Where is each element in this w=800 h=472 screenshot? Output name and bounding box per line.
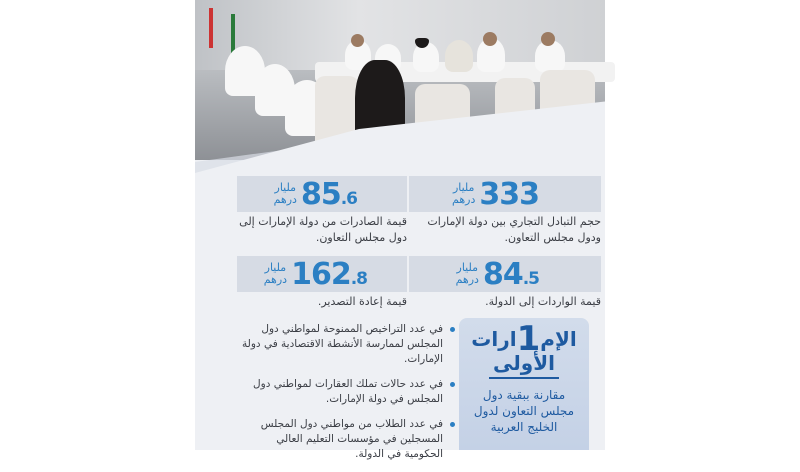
- comparison-text: مقارنة ببقية دول مجلس التعاون لدول الخليج العربية: [473, 388, 575, 434]
- flag-icon: [209, 8, 213, 48]
- ranking-title: الإم1ارات: [471, 319, 577, 359]
- stat-value: 333: [479, 176, 539, 212]
- list-item: في عدد الطلاب من مواطني دول المجلس المسجلين في مؤسسات التعليم العالي الحكومية في الدولة.: [235, 417, 455, 462]
- stat-value: 84.5: [482, 256, 539, 292]
- ranking-subtitle: الأولى: [493, 351, 555, 375]
- flag-icon: [231, 14, 235, 54]
- bullet-icon: [450, 422, 455, 427]
- stat-desc-reexports: قيمة إعادة التصدير.: [317, 295, 407, 308]
- stat-desc-imports: قيمة الواردات إلى الدولة.: [485, 295, 601, 308]
- infographic: [195, 0, 605, 460]
- stat-value: 162.8: [291, 256, 367, 292]
- stat-desc-exports: قيمة الصادرات من دولة الإمارات إلى دول مجلس التعاون.: [239, 215, 407, 244]
- ranking-panel: [459, 318, 589, 450]
- stat-box-imports: [409, 256, 601, 292]
- stat-unit: مليار درهم: [452, 181, 476, 206]
- stat-value: 85.6: [300, 176, 357, 212]
- ranking-criteria-list: [235, 322, 455, 472]
- stat-box-reexports: [237, 256, 407, 292]
- stat-box-trade-volume: [409, 176, 601, 212]
- bullet-icon: [450, 382, 455, 387]
- list-item: في عدد التراخيص الممنوحة لمواطني دول المجلس لممارسة الأنشطة الاقتصادية في دولة الإمارات.: [235, 322, 455, 367]
- list-item: في عدد حالات تملك العقارات لمواطني دول المجلس في دولة الإمارات.: [235, 377, 455, 407]
- stat-unit: مليار درهم: [273, 181, 297, 206]
- stat-desc-trade-volume: حجم التبادل التجاري بين دولة الإمارات ودول مجلس التعاون.: [427, 215, 601, 244]
- divider: [489, 377, 559, 379]
- stat-unit: مليار درهم: [455, 261, 479, 286]
- bullet-icon: [450, 327, 455, 332]
- stat-unit: مليار درهم: [263, 261, 288, 286]
- stat-box-exports: [237, 176, 407, 212]
